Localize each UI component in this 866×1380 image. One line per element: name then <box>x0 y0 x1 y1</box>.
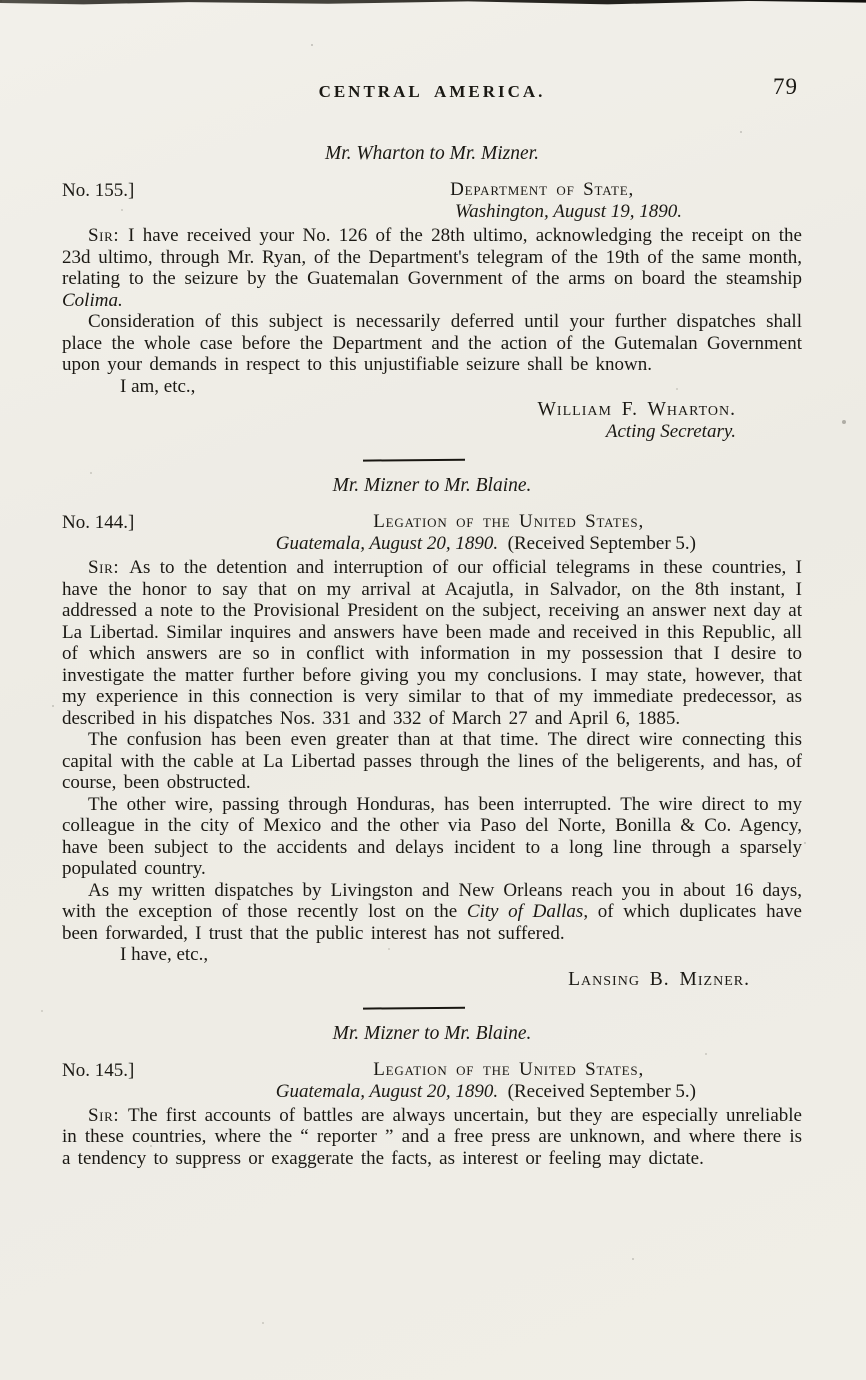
dateline <box>62 201 682 223</box>
running-head <box>62 0 802 116</box>
letter-body <box>62 225 802 376</box>
page-number: 79 <box>773 74 798 99</box>
text-segment: Sir: <box>88 557 130 578</box>
section-divider <box>363 459 465 462</box>
doc-number: No. 144.] <box>62 512 135 533</box>
letter-wharton-to-mizner <box>62 142 802 443</box>
signature-title: Acting Secretary. <box>605 421 736 442</box>
paragraph <box>62 794 802 880</box>
text-segment: Colima. <box>62 289 123 311</box>
running-header-title: CENTRAL AMERICA. <box>318 82 546 101</box>
letterhead <box>62 511 802 555</box>
letter-body <box>62 557 802 944</box>
paragraph <box>62 311 802 376</box>
dateline <box>62 533 696 555</box>
letter-mizner-to-blaine-145 <box>62 1022 802 1170</box>
text-segment: I have received your No. 126 of the 28th ultimo, acknowledging the receipt on the 23d ultimo, through Mr. Ryan, of the Department's telegram of the 19th of the same month, relating to the seizure by the Guatemalan Government of the arms on board the steamship <box>62 225 802 289</box>
letter-body <box>62 1105 802 1170</box>
office-line: Legation of the United States, <box>373 511 644 532</box>
text-segment: The other wire, passing through Honduras, has been interrupted. The wire direct to my colleague in the city of Mexico and the other via Paso del Norte, Bonilla & Co. Agency, have been subject to the accidents and delays incident to a long line through a sparsely populated country. <box>62 793 802 879</box>
office-line: Legation of the United States, <box>373 1058 644 1080</box>
text-segment: (Received September 5.) <box>498 533 696 554</box>
text-segment: As my written dispatches by Livingston and New Orleans reach you in about 16 days, with the exception of those recently lost on the <box>62 879 802 922</box>
paragraph <box>62 1105 802 1170</box>
closing-line: I have, etc., <box>120 944 209 965</box>
letterhead <box>62 179 802 223</box>
closing-line: I am, etc., <box>120 375 196 397</box>
text-segment: Sir: <box>88 1104 129 1126</box>
paragraph <box>62 729 802 794</box>
office-line: Department of State, <box>450 179 634 200</box>
text-segment: Sir: <box>88 225 129 246</box>
doc-number: No. 155.] <box>62 180 135 201</box>
text-segment: Consideration of this subject is necessarily deferred until your further dispatches shall place the whole case before the Department and the action of the Gutemalan Government upon your demands in respect to this unjustifiable seizure shall be known. <box>62 311 802 375</box>
doc-number: No. 145.] <box>62 1059 135 1081</box>
text-segment: The confusion has been even greater than at that time. The direct wire connecting this capital with the cable at La Libertad passes through the lines of the beligerents, and has, of course, been obstructed. <box>62 729 802 793</box>
text-segment: Guatemala, August 20, 1890. <box>275 1080 499 1102</box>
paragraph <box>62 880 802 945</box>
text-segment: , of which duplicates have been forwarded, I trust that the public interest has not suffered. <box>62 901 802 944</box>
signature: Lansing B. Mizner. <box>568 968 750 990</box>
letter-mizner-to-blaine-144 <box>62 474 802 991</box>
letter-title: Mr. Mizner to Mr. Blaine. <box>332 475 532 496</box>
text-segment: Washington, August 19, 1890. <box>455 201 682 222</box>
paragraph <box>62 225 802 311</box>
letter-title: Mr. Mizner to Mr. Blaine. <box>332 1022 532 1044</box>
dateline <box>62 1081 696 1103</box>
text-segment: The first accounts of battles are always uncertain, but they are especially unreliable in these countries, where the “ reporter ” and a free press are unknown, and where there is a tendency to suppress or exaggerate the facts, as interest or feeling may dictate. <box>62 1104 802 1169</box>
text-segment: As to the detention and interruption of our official telegrams in these countries, I have the honor to say that on my arrival at Acajutla, in Salvador, on the 8th instant, I addressed a note to the Provisional President on the subject, receiving an answer next day at La Libertad. Similar inquires and answers have been made and received in this Republic, all of which answers are so in conflict with information in my possession that I desire to investigate the matter further before giving you my conclusions. I may state, however, that my experience in this connection is very similar to that of my immediate predecessor, as described in his dispatches Nos. 331 and 332 of March 27 and April 6, 1885. <box>62 557 802 729</box>
text-segment: Guatemala, August 20, 1890. <box>275 533 499 554</box>
text-segment: City of Dallas <box>466 901 584 922</box>
letter-title: Mr. Wharton to Mr. Mizner. <box>325 143 539 164</box>
section-divider <box>363 1006 465 1009</box>
signature: William F. Wharton. <box>537 399 736 420</box>
paragraph <box>62 557 802 729</box>
letterhead <box>62 1059 802 1103</box>
text-segment: (Received September 5.) <box>498 1080 696 1102</box>
